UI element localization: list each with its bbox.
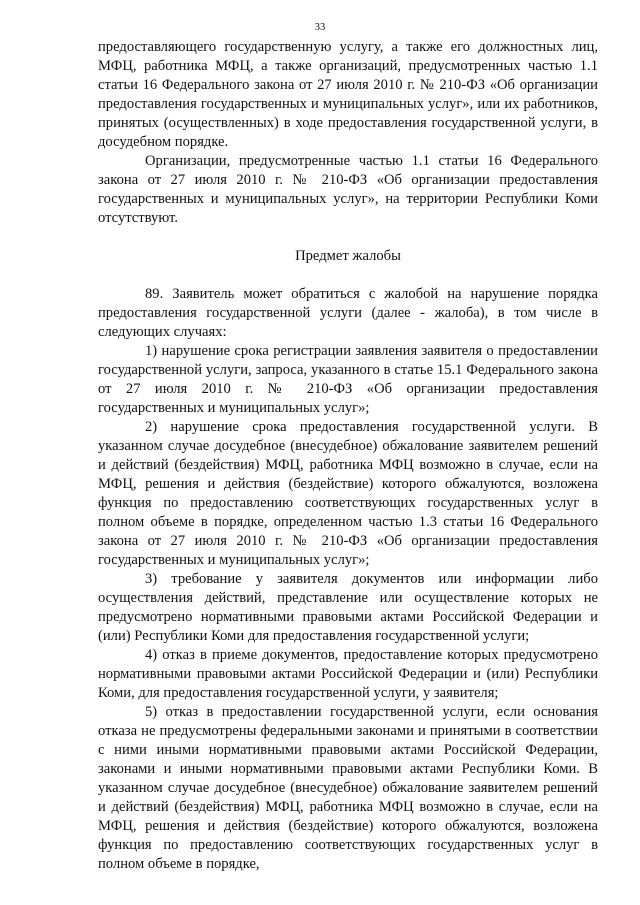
section-heading: Предмет жалобы: [295, 248, 401, 264]
paragraph-subitem-2: 2) нарушение срока предоставления государственной услуги. В указанном случае досудебное (внесудебное) обжалование заявителем решений и действий (бездействия) МФЦ, работника МФЦ возможно в случае, если на МФЦ, решения и действия (бездействие) которого обжалуются, возложена функция по предоставлению соответствующих государственных услуг в полном объеме в порядке, определенном частью 1.3 статьи 16 Федерального закона от 27 июля 2010 г. № 210-ФЗ «Об организации предоставления государственных и муниципальных услуг»;: [98, 419, 598, 568]
page-number: 33: [314, 22, 326, 33]
paragraph-continuation: предоставляющего государственную услугу, а также его должностных лиц, МФЦ, работника МФЦ, а также организаций, предусмотренных частью 1.1 статьи 16 Федерального закона от 27 июля 2010 г. № 210-ФЗ «Об организации предоставления государственных и муниципальных услуг», или их работников, принятых (осуществленных) в ходе предоставления государственной услуги, в досудебном порядке.: [98, 39, 598, 150]
paragraph-subitem-4: 4) отказ в приеме документов, предоставление которых предусмотрено нормативными правовыми актами Российской Федерации и (или) Республики Коми, для предоставления государственной услуги, у заявителя;: [98, 647, 598, 701]
paragraph-subitem-1: 1) нарушение срока регистрации заявления заявителя о предоставлении государственной услуги, запроса, указанного в статье 15.1 Федерального закона от 27 июля 2010 г. № 210-ФЗ «Об организации предоставления государственных и муниципальных услуг»;: [98, 343, 598, 416]
paragraph-organizations: Организации, предусмотренные частью 1.1 статьи 16 Федерального закона от 27 июля 2010 г. № 210-ФЗ «Об организации предоставления государственных и муниципальных услуг», на территории Республики Коми отсутствуют.: [98, 153, 598, 226]
page-body: [98, 38, 598, 874]
paragraph-subitem-5: 5) отказ в предоставлении государственной услуги, если основания отказа не предусмотрены федеральными законами и принятыми в соответствии с ними иными нормативными правовыми актами Российской Федерации, законами и иными нормативными правовыми актами Республики Коми. В указанном случае досудебное (внесудебное) обжалование заявителем решений и действий (бездействия) МФЦ, работника МФЦ возможно в случае, если на МФЦ, решения и действия (бездействие) которого обжалуются, возложена функция по предоставлению соответствующих государственных услуг в полном объеме в порядке,: [98, 704, 598, 872]
paragraph-subitem-3: 3) требование у заявителя документов или информации либо осуществления действий, представление или осуществление которых не предусмотрено нормативными правовыми актами Российской Федерации и (или) Республики Коми для предоставления государственной услуги;: [98, 571, 598, 644]
paragraph-item-89: 89. Заявитель может обратиться с жалобой на нарушение порядка предоставления государственной услуги (далее - жалоба), в том числе в следующих случаях:: [98, 286, 598, 340]
